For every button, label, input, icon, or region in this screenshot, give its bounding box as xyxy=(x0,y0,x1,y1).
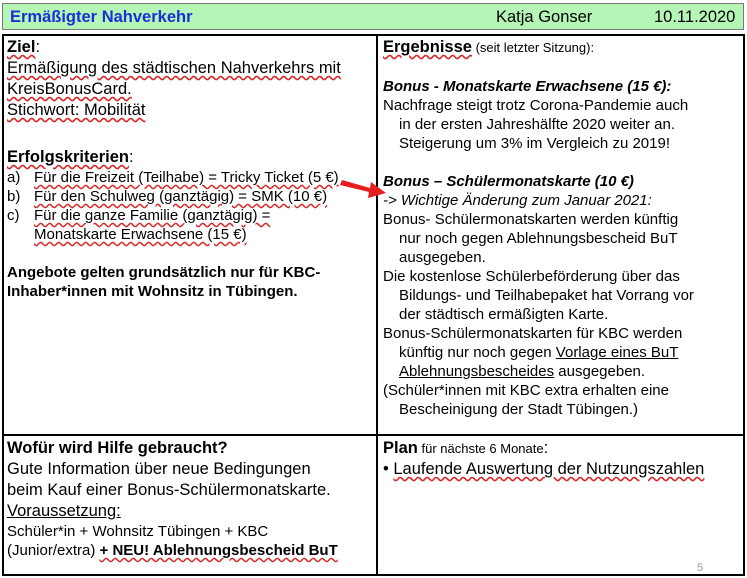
bonus2-p2-1: Die kostenlose Schülerbeförderung über das xyxy=(383,268,680,285)
ziel-heading: Ziel xyxy=(7,38,36,56)
hilfe-text-4: Schüler*in + Wohnsitz Tübingen + KBC xyxy=(7,523,269,540)
ziel-cell xyxy=(7,37,375,433)
bonus1-text-2: in der ersten Jahreshälfte 2020 weiter an. xyxy=(399,116,675,133)
ziel-heading-suffix: : xyxy=(35,38,41,56)
ergebnisse-heading-note: (seit letzter Sitzung): xyxy=(471,40,595,55)
ergebnisse-heading-line xyxy=(383,37,743,58)
slide-title: Ermäßigter Nahverkehr xyxy=(10,8,193,26)
plan-heading-suffix: : xyxy=(543,439,549,457)
text-span: künftig nur noch gegen xyxy=(399,344,556,361)
spacer xyxy=(7,121,375,140)
bonus2-p4-1: (Schüler*innen mit KBC extra erhalten eine xyxy=(383,382,669,399)
erfolg-heading: Erfolgskriterien xyxy=(7,148,129,166)
bullet-icon: • xyxy=(383,460,389,478)
red-arrow-icon xyxy=(340,172,388,200)
spacer xyxy=(383,153,743,172)
header-bar xyxy=(2,3,744,30)
plan-heading-note: für nächste 6 Monate xyxy=(417,441,544,456)
erfolg-item-c xyxy=(7,206,375,225)
underlined-text: Vorlage eines BuT xyxy=(555,344,679,361)
grid-border-right xyxy=(743,34,745,576)
list-marker: b) xyxy=(7,188,21,205)
text-span: ausgegeben. xyxy=(554,363,646,380)
list-item-text: Für die ganze Familie (ganztägig) = xyxy=(34,207,271,224)
bonus2-p1-1: Bonus- Schülermonatskarten werden künftig xyxy=(383,211,679,228)
slide-number: 5 xyxy=(697,562,704,574)
grid-border-bottom xyxy=(2,574,745,576)
bonus2-p3-3 xyxy=(383,362,743,381)
list-item-text: Für die Freizeit (Teilhabe) = Tricky Ticket (5 €) xyxy=(34,169,339,186)
plan-item-text: Laufende Auswertung der Nutzungszahlen xyxy=(393,460,705,478)
spacer xyxy=(7,244,375,263)
bonus2-change: -> Wichtige Änderung zum Januar 2021: xyxy=(383,192,652,209)
bonus2-p3-1: Bonus-Schülermonatskarten für KBC werden xyxy=(383,325,683,342)
grid-divider-vertical xyxy=(376,34,378,576)
erfolg-item-a xyxy=(7,168,375,187)
bonus2-p3-2 xyxy=(383,343,743,362)
grid-border-top xyxy=(2,34,745,36)
ergebnisse-cell xyxy=(383,37,743,433)
bonus1-text-1: Nachfrage steigt trotz Corona-Pandemie auch xyxy=(383,97,689,114)
bold-text: + NEU! Ablehnungsbescheid BuT xyxy=(99,542,338,559)
list-marker: c) xyxy=(7,207,20,224)
erfolg-note-2: Inhaber*innen mit Wohnsitz in Tübingen. xyxy=(7,283,298,300)
ziel-text-3: Stichwort: Mobilität xyxy=(7,101,146,119)
text-span: (Junior/extra) xyxy=(7,542,100,559)
plan-cell xyxy=(383,438,743,573)
erfolg-item-b xyxy=(7,187,375,206)
ergebnisse-heading: Ergebnisse xyxy=(383,38,472,56)
bonus1-title: Bonus - Monatskarte Erwachsene (15 €): xyxy=(383,78,672,95)
plan-heading: Plan xyxy=(383,439,418,457)
hilfe-heading: Wofür wird Hilfe gebraucht? xyxy=(7,439,228,457)
hilfe-text-1: Gute Information über neue Bedingungen xyxy=(7,460,311,478)
hilfe-voraussetzung: Voraussetzung: xyxy=(7,502,121,520)
list-marker: a) xyxy=(7,169,21,186)
bonus2-p2-2: Bildungs- und Teilhabepaket hat Vorrang vor xyxy=(399,287,694,304)
ziel-heading-line xyxy=(7,37,375,58)
bonus2-title: Bonus – Schülermonatskarte (10 €) xyxy=(383,173,634,190)
hilfe-text-2: beim Kauf einer Bonus-Schülermonatskarte. xyxy=(7,481,331,499)
erfolg-item-c-cont: Monatskarte Erwachsene (15 €) xyxy=(34,226,247,243)
erfolg-heading-suffix: : xyxy=(128,148,134,166)
spacer xyxy=(7,140,375,147)
plan-heading-line xyxy=(383,438,743,459)
list-item-text: Für den Schulweg (ganztägig) = SMK (10 €) xyxy=(34,188,328,205)
author: Katja Gonser xyxy=(496,8,593,26)
hilfe-text-5 xyxy=(7,541,375,560)
spacer xyxy=(383,58,743,77)
date: 10.11.2020 xyxy=(654,8,736,26)
ziel-text-2: KreisBonusCard. xyxy=(7,80,132,98)
erfolg-note-1: Angebote gelten grundsätzlich nur für KBC- xyxy=(7,264,321,281)
bonus2-p4-2: Bescheinigung der Stadt Tübingen.) xyxy=(399,401,639,418)
plan-item xyxy=(383,459,743,480)
grid-divider-horizontal xyxy=(2,434,745,436)
ziel-text-1: Ermäßigung des städtischen Nahverkehrs mit xyxy=(7,59,341,77)
hilfe-cell xyxy=(7,438,375,573)
bonus2-p1-3: ausgegeben. xyxy=(399,249,486,266)
erfolg-heading-line xyxy=(7,147,375,168)
bonus2-p2-3: der städtisch ermäßigten Karte. xyxy=(399,306,609,323)
underlined-text: Ablehnungsbescheides xyxy=(399,363,555,380)
bonus1-text-3: Steigerung um 3% im Vergleich zu 2019! xyxy=(399,135,670,152)
grid-border-left xyxy=(2,34,4,576)
bonus2-p1-2: nur noch gegen Ablehnungsbescheid BuT xyxy=(399,230,678,247)
